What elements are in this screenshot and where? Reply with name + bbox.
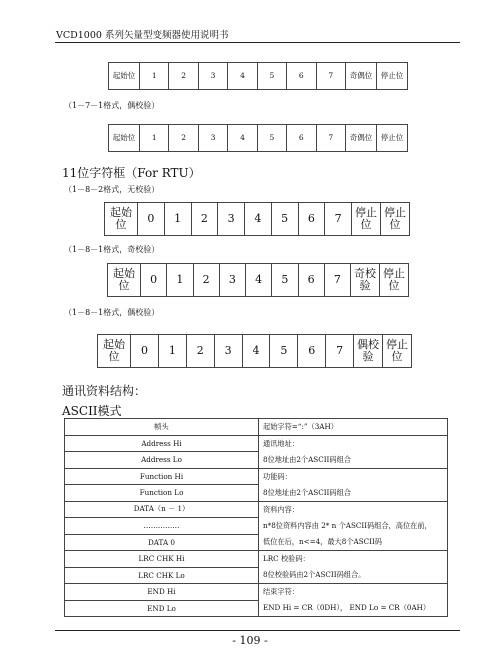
frame-table-8-1-odd <box>107 263 409 297</box>
frame-cell-stop: 停止位 <box>381 203 410 236</box>
table-row <box>65 485 448 502</box>
ascii-field-name: END Lo <box>65 600 259 617</box>
frame-cell-stop: 停止位 <box>352 203 381 236</box>
frame-cell-bit: 7 <box>316 125 345 152</box>
ascii-field-desc: 资料内容： <box>259 501 448 518</box>
frame-cell-bit: 1 <box>158 335 186 368</box>
table-row <box>65 534 448 551</box>
caption-7-1-1-even: （1－7－1格式，偶校验） <box>64 101 160 110</box>
page-number: - 109 - <box>232 634 268 647</box>
ascii-field-name: 帧头 <box>65 419 259 436</box>
frame-cell-bit: 3 <box>218 203 245 236</box>
table-row <box>65 419 448 436</box>
caption-8-2-none: （1－8－2格式，无校验） <box>64 185 160 194</box>
ascii-field-name: …………… <box>65 518 259 535</box>
frame-table-8-2 <box>104 202 410 236</box>
frame-table-8-1-even <box>97 334 412 368</box>
frame-cell-bit: 4 <box>242 335 270 368</box>
ascii-field-desc: 起始字符=“:”（3AH） <box>259 419 448 436</box>
frame-cell-bit: 5 <box>271 203 298 236</box>
frame-cell-bit: 6 <box>287 125 316 152</box>
ascii-field-desc: 功能码： <box>259 468 448 485</box>
frame-cell-parity: 奇校验 <box>351 264 380 297</box>
ascii-field-name: Function Hi <box>65 468 259 485</box>
table-row <box>65 501 448 518</box>
frame-cell-bit: 2 <box>186 335 214 368</box>
ascii-field-desc: 通讯地址： <box>259 435 448 452</box>
frame-cell-parity: 奇偶位 <box>346 63 377 90</box>
frame-cell-bit: 5 <box>270 335 298 368</box>
frame-cell-start: 起始位 <box>98 335 131 368</box>
table-row <box>65 452 448 469</box>
table-row <box>65 600 448 617</box>
table-row <box>65 567 448 584</box>
caption-8-1-odd: （1－8－1格式，奇校验） <box>64 245 160 254</box>
frame-cell-stop: 停止位 <box>377 125 408 152</box>
frame-cell-parity: 奇偶位 <box>346 125 377 152</box>
frame-cell-bit: 2 <box>169 125 198 152</box>
table-row <box>65 468 448 485</box>
footer-rule <box>55 630 460 631</box>
ascii-field-name: LRC CHK Hi <box>65 551 259 568</box>
frame-cell-start: 起始位 <box>109 125 140 152</box>
header-rule <box>55 42 460 43</box>
ascii-field-name: LRC CHK Lo <box>65 567 259 584</box>
frame-cell-start: 起始位 <box>105 203 138 236</box>
frame-cell-start: 起始位 <box>109 63 140 90</box>
ascii-field-desc: 8位地址由2个ASCII码组合 <box>259 485 448 502</box>
frame-cell-bit: 0 <box>138 203 165 236</box>
ascii-field-desc: 结束字符： <box>259 584 448 601</box>
ascii-field-desc: LRC 校验码： <box>259 551 448 568</box>
ascii-field-desc: 8位地址由2个ASCII码组合 <box>259 452 448 469</box>
frame-table-7-1-1-even <box>108 124 408 152</box>
table-row <box>65 518 448 535</box>
frame-table-7-1-1-top <box>108 62 408 90</box>
frame-cell-bit: 0 <box>141 264 167 297</box>
frame-cell-bit: 6 <box>298 203 325 236</box>
frame-cell-bit: 1 <box>167 264 193 297</box>
frame-cell-bit: 3 <box>198 63 227 90</box>
frame-cell-stop: 停止位 <box>377 63 408 90</box>
ascii-field-desc: 8位校验码由2个ASCII码组合。 <box>259 567 448 584</box>
header-title: VCD1000 系列矢量型变频器使用说明书 <box>56 30 229 41</box>
frame-cell-bit: 3 <box>198 125 227 152</box>
ascii-section-title: ASCII模式 <box>62 404 122 418</box>
frame-cell-bit: 2 <box>169 63 198 90</box>
table-row <box>65 584 448 601</box>
ascii-field-name: Address Hi <box>65 435 259 452</box>
frame-cell-stop: 停止位 <box>380 264 409 297</box>
caption-8-1-even: （1－8－1格式，偶校验） <box>64 308 160 317</box>
frame-cell-bit: 1 <box>140 63 169 90</box>
frame-cell-bit: 2 <box>193 264 219 297</box>
frame-cell-bit: 2 <box>191 203 218 236</box>
ascii-field-name: Address Lo <box>65 452 259 469</box>
frame-cell-bit: 4 <box>246 264 272 297</box>
ascii-field-desc: 低位在后，n<=4，最大8个ASCII码 <box>259 534 448 551</box>
ascii-field-name: DATA 0 <box>65 534 259 551</box>
ascii-field-desc: n*8位资料内容由 2* n 个ASCII码组合，高位在前， <box>259 518 448 535</box>
frame-cell-bit: 7 <box>324 264 350 297</box>
frame-cell-bit: 5 <box>257 125 286 152</box>
struct-section-title: 通讯资料结构： <box>62 384 147 398</box>
frame-cell-bit: 7 <box>326 335 354 368</box>
frame-cell-stop: 停止位 <box>383 335 412 368</box>
frame-cell-bit: 6 <box>298 264 324 297</box>
ascii-structure-table <box>64 418 448 617</box>
table-row <box>65 435 448 452</box>
frame-cell-bit: 7 <box>316 63 345 90</box>
ascii-field-desc: END Hi = CR（0DH）， END Lo = CR（0AH） <box>259 600 448 617</box>
frame-cell-bit: 4 <box>228 63 257 90</box>
frame-cell-bit: 4 <box>245 203 272 236</box>
frame-cell-bit: 1 <box>140 125 169 152</box>
ascii-field-name: Function Lo <box>65 485 259 502</box>
table-row <box>65 551 448 568</box>
frame-cell-bit: 5 <box>257 63 286 90</box>
frame-cell-bit: 3 <box>219 264 245 297</box>
ascii-field-name: END Hi <box>65 584 259 601</box>
frame-cell-parity: 偶校验 <box>354 335 383 368</box>
frame-cell-start: 起始位 <box>108 264 141 297</box>
frame-cell-bit: 7 <box>325 203 352 236</box>
frame-cell-bit: 3 <box>214 335 242 368</box>
frame-cell-bit: 5 <box>272 264 298 297</box>
frame-cell-bit: 1 <box>164 203 191 236</box>
ascii-field-name: DATA（n － 1） <box>65 501 259 518</box>
frame-cell-bit: 0 <box>131 335 159 368</box>
frame-cell-bit: 6 <box>298 335 326 368</box>
frame-cell-bit: 6 <box>287 63 316 90</box>
frame-cell-bit: 4 <box>228 125 257 152</box>
rtu-section-title: 11位字符框（For RTU） <box>62 166 201 180</box>
